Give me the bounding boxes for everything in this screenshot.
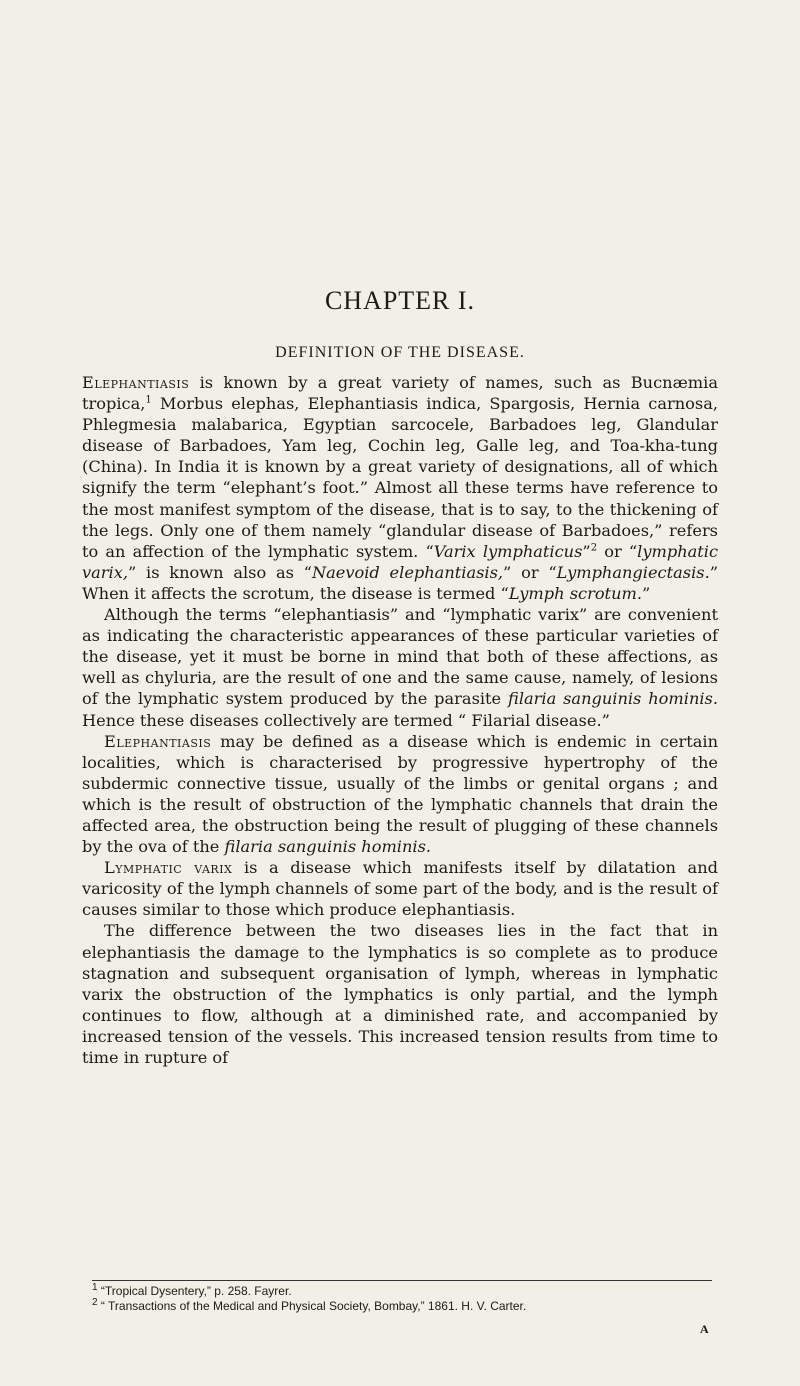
footnote-2 xyxy=(92,1299,716,1314)
text: Morbus elephas, Elephantiasis indica, Spargosis, Hernia carnosa, Phlegmesia malabarica, Egyptian sarcocele, Barbadoes leg, Glandular disease of Barbadoes, Yam leg, Cochin leg, Galle leg, and Toa-kha-tung (China). In India it is known by a great variety of designations, all of which signify the term “elephant’s foot.” Almost all these terms have reference to the most manifest symptom of the disease, that is to say, to the thickening of the legs. Only one of them namely “glandular disease of Barbadoes,” refers to an affection of the lymphatic system. “ xyxy=(82,394,718,561)
footnote-number: 2 xyxy=(92,1297,98,1308)
footnotes xyxy=(92,1284,716,1314)
signature-mark: A xyxy=(700,1322,709,1336)
italic-term: Lymphangiectasis. xyxy=(556,562,710,582)
paragraph-1 xyxy=(82,372,718,604)
section-heading: DEFINITION OF THE DISEASE. xyxy=(275,344,525,361)
lead-term: Elephantiasis xyxy=(82,373,190,392)
footnote-ref: 2 xyxy=(590,542,598,554)
text: ” or “ xyxy=(503,562,557,582)
italic-term: Lymph scrotum. xyxy=(508,583,642,603)
text: Although the terms “elephantiasis” and “lymphatic varix” are convenient as indicating the characteristic appearances of these particular varieties of the disease, yet it must be borne in mind that both of these affections, as well as chyluria, are the result of one and the same cause, namely, of lesions of the lymphatic system produced by the parasite xyxy=(82,605,718,709)
italic-term: lymphatic varix, xyxy=(82,541,719,582)
body-text xyxy=(82,372,718,1068)
footnote-ref: 1 xyxy=(145,394,152,406)
text: may be defined as a disease which is endemic in certain localities, which is characterised by progressive hypertrophy of the subdermic connective tissue, usually of the limbs or genital organs ; and which is the result of obstruction of the lymphatic channels that drain the affected area, the obstruction being the result of plugging of these channels by the ova of the xyxy=(82,731,718,857)
text: ” is known also as “ xyxy=(128,562,312,582)
lead-term: Elephantiasis xyxy=(104,731,212,751)
text: is known by a great variety of names, such as Bucnæmia tropica, xyxy=(82,373,718,414)
text: or “ xyxy=(597,541,638,561)
text: is a disease which manifests itself by dilatation and varicosity of the lymph channels of some part of the body, and is the result of causes similar to those which produce elephantiasis. xyxy=(82,858,718,920)
footnote-1 xyxy=(92,1284,716,1299)
text: ” xyxy=(642,583,651,603)
footnote-text: “ Transactions of the Medical and Physical Society, Bombay,” 1861. H. V. Carter. xyxy=(97,1299,527,1313)
text: The difference between the two diseases lies in the fact that in elephantiasis the damage to the lymphatics is so complete as to produce stagnation and subsequent organisation of lymph, whereas in lymphatic varix the obstruction of the lymphatics is only partial, and the lymph continues to flow, although at a diminished rate, and accompanied by increased tension of the vessels. This increased tension results from time to time in rupture of xyxy=(82,921,718,1067)
footnote-divider xyxy=(92,1280,712,1281)
italic-term: filaria sanguinis hominis. xyxy=(224,837,432,857)
paragraph-5 xyxy=(82,920,718,1068)
italic-term: Varix lymphaticus xyxy=(433,541,583,561)
text: ” xyxy=(582,541,591,561)
italic-term: filaria sanguinis hominis. xyxy=(508,689,719,709)
paragraph-3 xyxy=(82,731,718,858)
footnote-number: 1 xyxy=(92,1282,98,1293)
paragraph-2 xyxy=(82,604,718,731)
footnote-text: “Tropical Dysentery,” p. 258. Fayrer. xyxy=(97,1284,292,1298)
text: Hence these diseases collectively are termed “ Filarial disease.” xyxy=(82,710,610,730)
paragraph-4 xyxy=(82,857,718,920)
text: ” When it affects the scrotum, the disease is termed “ xyxy=(82,562,718,603)
chapter-heading: CHAPTER I. xyxy=(324,286,476,315)
lead-term: Lymphatic varix xyxy=(104,858,233,878)
italic-term: Naevoid elephantiasis, xyxy=(311,562,504,582)
